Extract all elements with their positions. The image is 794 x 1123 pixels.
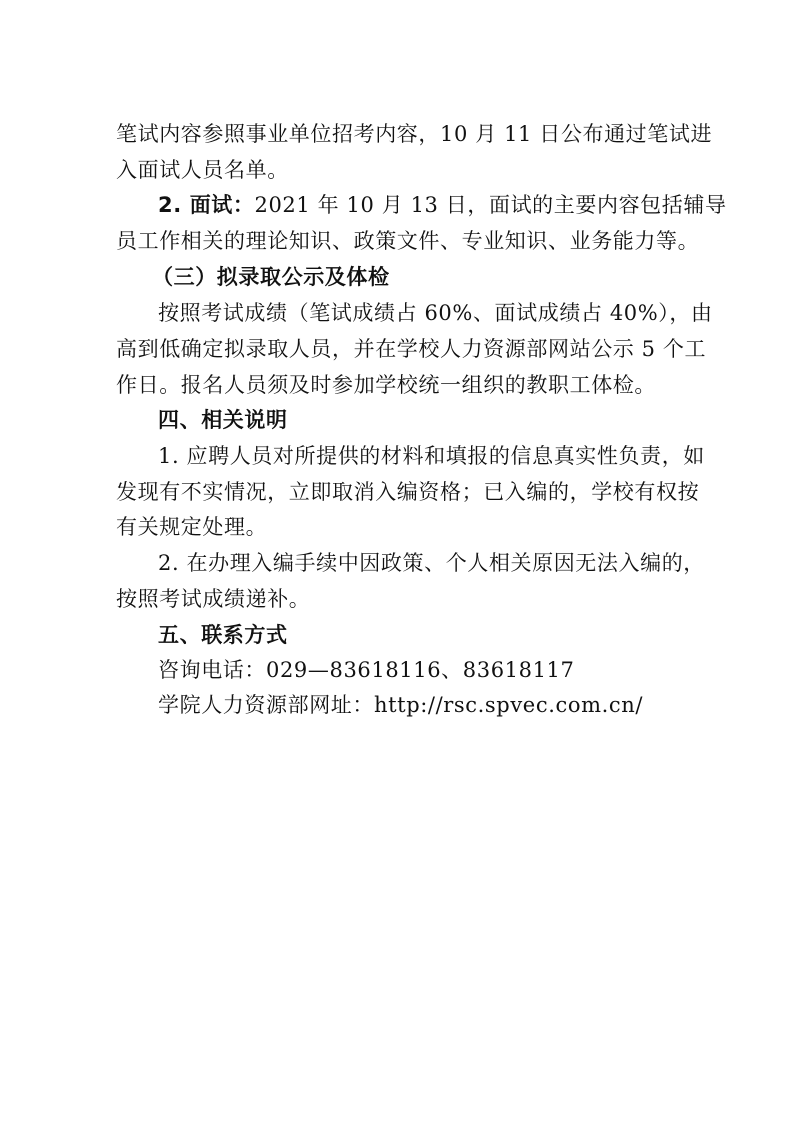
- paragraph-line: 有关规定处理。: [116, 515, 268, 539]
- paragraph-line: 入面试人员名单。: [116, 158, 289, 182]
- paragraph-line: 作日。报名人员须及时参加学校统一组织的教职工体检。: [116, 373, 656, 397]
- paragraph-line: 按照考试成绩（笔试成绩占 60%、面试成绩占 40%），由: [158, 301, 713, 325]
- interview-text: 2021 年 10 月 13 日，面试的主要内容包括辅导: [254, 193, 727, 217]
- paragraph-line: 1. 应聘人员对所提供的材料和填报的信息真实性负责，如: [158, 444, 705, 468]
- interview-paragraph-line: [158, 190, 794, 220]
- paragraph-line: 发现有不实情况，立即取消入编资格；已入编的，学校有权按: [116, 480, 700, 504]
- section-3-heading: （三）拟录取公示及体检: [152, 265, 390, 289]
- section-4-heading: 四、相关说明: [158, 408, 288, 432]
- contact-phone: 咨询电话：029—83618116、83618117: [158, 658, 575, 682]
- section-5-heading: 五、联系方式: [158, 623, 288, 647]
- contact-website: 学院人力资源部网址：http://rsc.spvec.com.cn/: [158, 693, 644, 717]
- paragraph-line: 按照考试成绩递补。: [116, 587, 311, 611]
- paragraph-line: 笔试内容参照事业单位招考内容，10 月 11 日公布通过笔试进: [116, 122, 713, 146]
- interview-label: 2. 面试：: [158, 193, 255, 217]
- paragraph-line: 2. 在办理入编手续中因政策、个人相关原因无法入编的，: [158, 551, 705, 575]
- paragraph-line: 员工作相关的理论知识、政策文件、专业知识、业务能力等。: [116, 229, 700, 253]
- paragraph-line: 高到低确定拟录取人员，并在学校人力资源部网站公示 5 个工: [116, 337, 707, 361]
